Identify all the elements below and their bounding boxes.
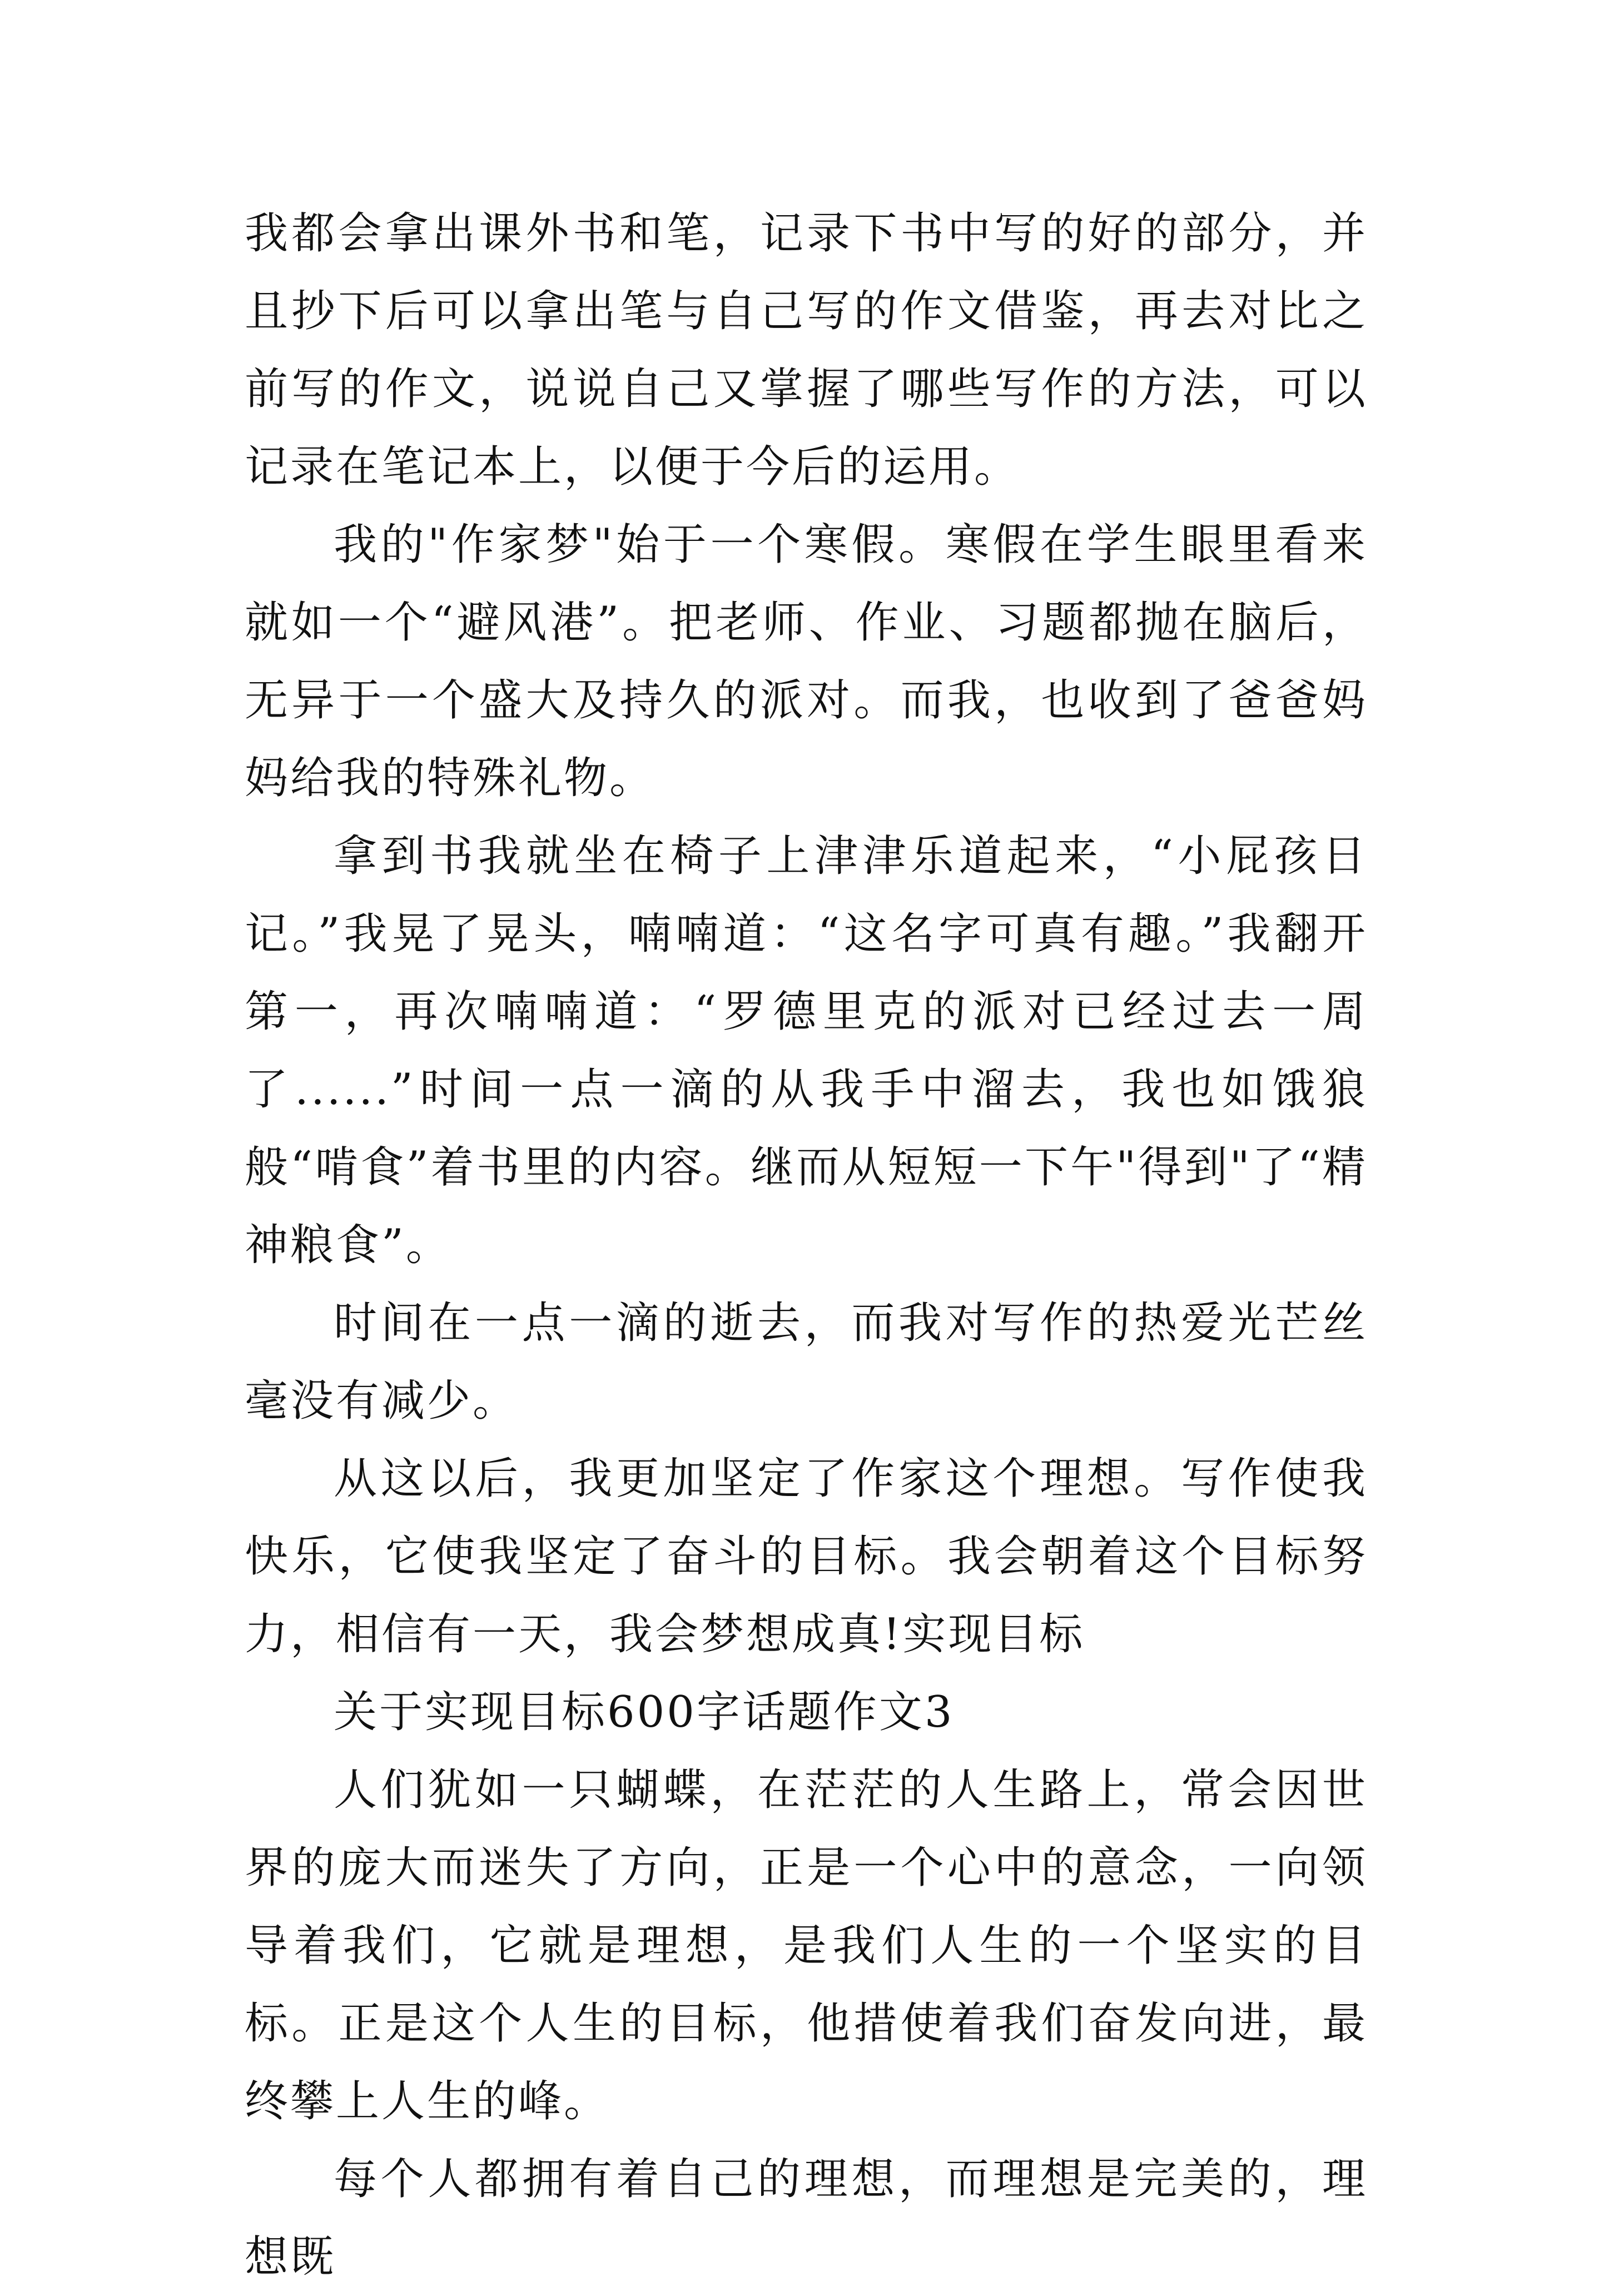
paragraph-7: 每个人都拥有着自己的理想，而理想是完美的，理想既 [245,2154,1368,2282]
section-heading: 关于实现目标600字话题作文3 [334,1687,955,1737]
paragraph-5: 从这以后，我更加坚定了作家这个理想。写作使我快乐，它使我坚定了奋斗的目标。我会朝着这个目标努力，相信有一天，我会梦想成真!实现目标 [245,1454,1368,1659]
paragraph-3: 拿到书我就坐在椅子上津津乐道起来，“小屁孩日记。”我晃了晃头，喃喃道：“这名字可真有趣。”我翻开第一，再次喃喃道：“罗德里克的派对已经过去一周了......”时间一点一滴的从我手中溜去，我也如饿狼般“啃食”着书里的内容。继而从短短一下午"得到"了“精神粮食”。 [245,831,1368,1270]
paragraph-1: 我都会拿出课外书和笔，记录下书中写的好的部分，并且抄下后可以拿出笔与自己写的作文借鉴，再去对比之前写的作文，说说自己又掌握了哪些写作的方法，可以记录在笔记本上，以便于今后的运用。 [245,208,1368,492]
paragraph-2: 我的"作家梦"始于一个寒假。寒假在学生眼里看来就如一个“避风港”。把老师、作业、习题都抛在脑后，无异于一个盛大及持久的派对。而我，也收到了爸爸妈妈给我的特殊礼物。 [245,520,1368,803]
paragraph-6: 人们犹如一只蝴蝶，在茫茫的人生路上，常会因世界的庞大而迷失了方向，正是一个心中的意念，一向领导着我们，它就是理想，是我们人生的一个坚实的目标。正是这个人生的目标，他措使着我们奋发向进，最终攀上人生的峰。 [245,1765,1368,2126]
document-body [245,195,1368,2296]
paragraph-4: 时间在一点一滴的逝去，而我对写作的热爱光芒丝毫没有减少。 [245,1298,1368,1426]
